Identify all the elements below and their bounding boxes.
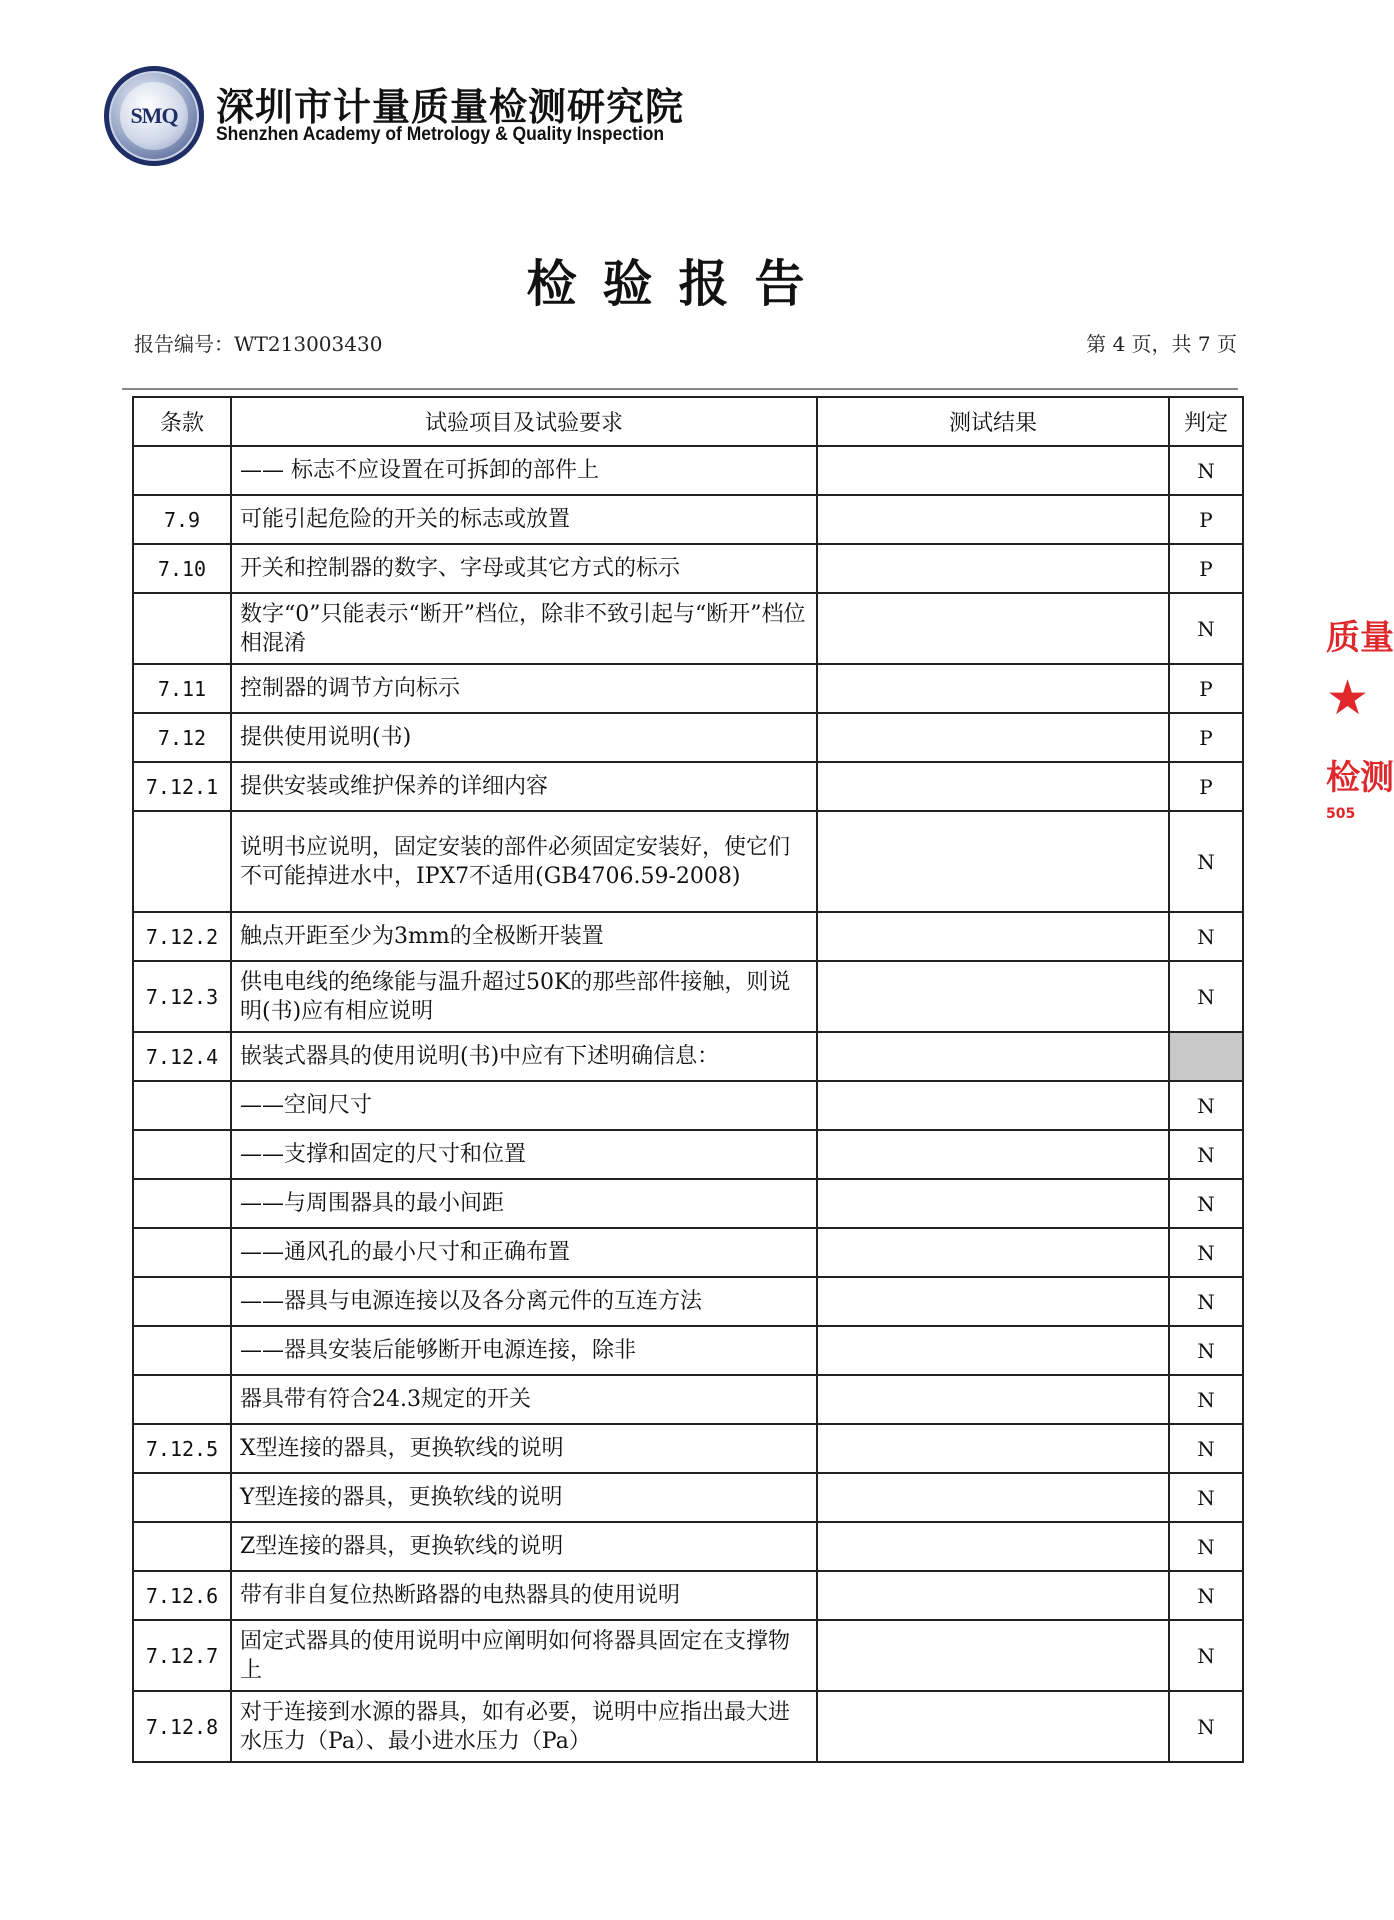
table-row [133, 1691, 1243, 1762]
result-cell [817, 1130, 1169, 1179]
verdict-cell: P [1169, 664, 1243, 713]
verdict-cell: N [1169, 1179, 1243, 1228]
page-info: 第 4 页，共 7 页 [1086, 332, 1237, 356]
clause-cell [133, 1522, 231, 1571]
org-name-cn: 深圳市计量质量检测研究院 [216, 85, 685, 129]
clause-cell [133, 1228, 231, 1277]
result-cell [817, 1326, 1169, 1375]
table-row [133, 1032, 1243, 1081]
table-row [133, 1228, 1243, 1277]
item-cell: 带有非自复位热断路器的电热器具的使用说明 [231, 1571, 817, 1620]
clause-cell [133, 1473, 231, 1522]
stamp-line: 505 [1326, 806, 1356, 822]
verdict-cell: N [1169, 961, 1243, 1032]
red-stamp [1322, 610, 1392, 840]
clause-cell: 7.12.8 [133, 1691, 231, 1762]
item-cell: ——通风孔的最小尺寸和正确布置 [231, 1228, 817, 1277]
table-row [133, 1522, 1243, 1571]
table-row [133, 1277, 1243, 1326]
item-cell: 提供安装或维护保养的详细内容 [231, 762, 817, 811]
verdict-cell: N [1169, 1571, 1243, 1620]
verdict-cell: P [1169, 762, 1243, 811]
item-cell: 开关和控制器的数字、字母或其它方式的标示 [231, 544, 817, 593]
verdict-cell: N [1169, 811, 1243, 912]
header-divider [122, 388, 1238, 390]
table-row [133, 1375, 1243, 1424]
item-cell: 可能引起危险的开关的标志或放置 [231, 495, 817, 544]
clause-cell: 7.12.3 [133, 961, 231, 1032]
item-cell: 对于连接到水源的器具，如有必要，说明中应指出最大进水压力（Pa）、最小进水压力（Pa） [231, 1691, 817, 1762]
result-cell [817, 1424, 1169, 1473]
clause-cell: 7.9 [133, 495, 231, 544]
item-cell: ——与周围器具的最小间距 [231, 1179, 817, 1228]
table-row [133, 961, 1243, 1032]
result-cell [817, 762, 1169, 811]
item-cell: Z型连接的器具，更换软线的说明 [231, 1522, 817, 1571]
table-row [133, 1571, 1243, 1620]
item-cell: 触点开距至少为3mm的全极断开装置 [231, 912, 817, 961]
table-row [133, 1179, 1243, 1228]
verdict-cell: N [1169, 1522, 1243, 1571]
result-cell [817, 1522, 1169, 1571]
clause-cell [133, 1179, 231, 1228]
org-name-en: Shenzhen Academy of Metrology & Quality Inspection [216, 124, 665, 145]
item-cell: —— 标志不应设置在可拆卸的部件上 [231, 446, 817, 495]
verdict-cell: P [1169, 495, 1243, 544]
verdict-cell: N [1169, 912, 1243, 961]
clause-cell [133, 1081, 231, 1130]
verdict-cell: N [1169, 1228, 1243, 1277]
clause-cell: 7.10 [133, 544, 231, 593]
result-cell [817, 1375, 1169, 1424]
table-row [133, 811, 1243, 912]
result-cell [817, 1081, 1169, 1130]
table-row [133, 1130, 1243, 1179]
table-row [133, 1424, 1243, 1473]
table-row [133, 664, 1243, 713]
item-cell: 嵌装式器具的使用说明(书)中应有下述明确信息： [231, 1032, 817, 1081]
clause-cell: 7.12.1 [133, 762, 231, 811]
header-clause: 条款 [133, 397, 231, 446]
result-cell [817, 664, 1169, 713]
item-cell: ——空间尺寸 [231, 1081, 817, 1130]
stamp-star-icon: ★ [1326, 670, 1370, 726]
verdict-cell: N [1169, 1277, 1243, 1326]
table-row [133, 1081, 1243, 1130]
result-cell [817, 811, 1169, 912]
clause-cell [133, 1326, 231, 1375]
header-result: 测试结果 [817, 397, 1169, 446]
clause-cell: 7.12.4 [133, 1032, 231, 1081]
item-cell: ——支撑和固定的尺寸和位置 [231, 1130, 817, 1179]
clause-cell [133, 1375, 231, 1424]
clause-cell: 7.12.7 [133, 1620, 231, 1691]
item-cell: 控制器的调节方向标示 [231, 664, 817, 713]
clause-cell [133, 446, 231, 495]
clause-cell: 7.12.6 [133, 1571, 231, 1620]
clause-cell [133, 593, 231, 664]
item-cell: 供电电线的绝缘能与温升超过50K的那些部件接触，则说明(书)应有相应说明 [231, 961, 817, 1032]
verdict-cell: N [1169, 1081, 1243, 1130]
header-logo [104, 66, 684, 166]
clause-cell [133, 1277, 231, 1326]
result-cell [817, 961, 1169, 1032]
clause-cell: 7.12.2 [133, 912, 231, 961]
header-verdict: 判定 [1169, 397, 1243, 446]
item-cell: ——器具与电源连接以及各分离元件的互连方法 [231, 1277, 817, 1326]
item-cell: ——器具安装后能够断开电源连接，除非 [231, 1326, 817, 1375]
verdict-cell: N [1169, 446, 1243, 495]
verdict-cell: N [1169, 1424, 1243, 1473]
item-cell: 固定式器具的使用说明中应阐明如何将器具固定在支撑物上 [231, 1620, 817, 1691]
result-cell [817, 1032, 1169, 1081]
header-item: 试验项目及试验要求 [231, 397, 817, 446]
clause-cell: 7.12 [133, 713, 231, 762]
verdict-cell [1169, 1032, 1243, 1081]
verdict-cell: N [1169, 1620, 1243, 1691]
table-row [133, 762, 1243, 811]
table-row [133, 1473, 1243, 1522]
clause-cell: 7.12.5 [133, 1424, 231, 1473]
result-cell [817, 544, 1169, 593]
result-cell [817, 593, 1169, 664]
result-cell [817, 713, 1169, 762]
stamp-line: 检测 [1326, 758, 1394, 798]
table-row [133, 446, 1243, 495]
verdict-cell: N [1169, 1691, 1243, 1762]
table-row [133, 713, 1243, 762]
verdict-cell: N [1169, 1375, 1243, 1424]
table-row [133, 1620, 1243, 1691]
table-row [133, 544, 1243, 593]
table-row [133, 593, 1243, 664]
seal-text: SMQ [130, 103, 178, 128]
report-number: 报告编号：WT213003430 [134, 332, 383, 356]
smq-seal-icon [104, 66, 204, 166]
table-row [133, 495, 1243, 544]
verdict-cell: N [1169, 1326, 1243, 1375]
verdict-cell: N [1169, 1473, 1243, 1522]
table-header-row [133, 397, 1243, 446]
table-row [133, 912, 1243, 961]
clause-cell [133, 811, 231, 912]
inspection-table [132, 396, 1244, 1763]
result-cell [817, 1277, 1169, 1326]
item-cell: 数字“0”只能表示“断开”档位，除非不致引起与“断开”档位相混淆 [231, 593, 817, 664]
result-cell [817, 912, 1169, 961]
item-cell: Y型连接的器具，更换软线的说明 [231, 1473, 817, 1522]
result-cell [817, 495, 1169, 544]
verdict-cell: N [1169, 593, 1243, 664]
verdict-cell: P [1169, 713, 1243, 762]
item-cell: 提供使用说明(书) [231, 713, 817, 762]
item-cell: 器具带有符合24.3规定的开关 [231, 1375, 817, 1424]
result-cell [817, 1571, 1169, 1620]
result-cell [817, 1473, 1169, 1522]
clause-cell [133, 1130, 231, 1179]
item-cell: X型连接的器具，更换软线的说明 [231, 1424, 817, 1473]
table-row [133, 1326, 1243, 1375]
result-cell [817, 446, 1169, 495]
result-cell [817, 1179, 1169, 1228]
result-cell [817, 1620, 1169, 1691]
result-cell [817, 1691, 1169, 1762]
verdict-cell: P [1169, 544, 1243, 593]
result-cell [817, 1228, 1169, 1277]
verdict-cell: N [1169, 1130, 1243, 1179]
clause-cell: 7.11 [133, 664, 231, 713]
report-title: 检验报告 [526, 255, 831, 313]
stamp-line: 质量 [1326, 618, 1394, 658]
item-cell: 说明书应说明，固定安装的部件必须固定安装好，使它们不可能掉进水中，IPX7不适用(GB4706.59-2008) [231, 811, 817, 912]
